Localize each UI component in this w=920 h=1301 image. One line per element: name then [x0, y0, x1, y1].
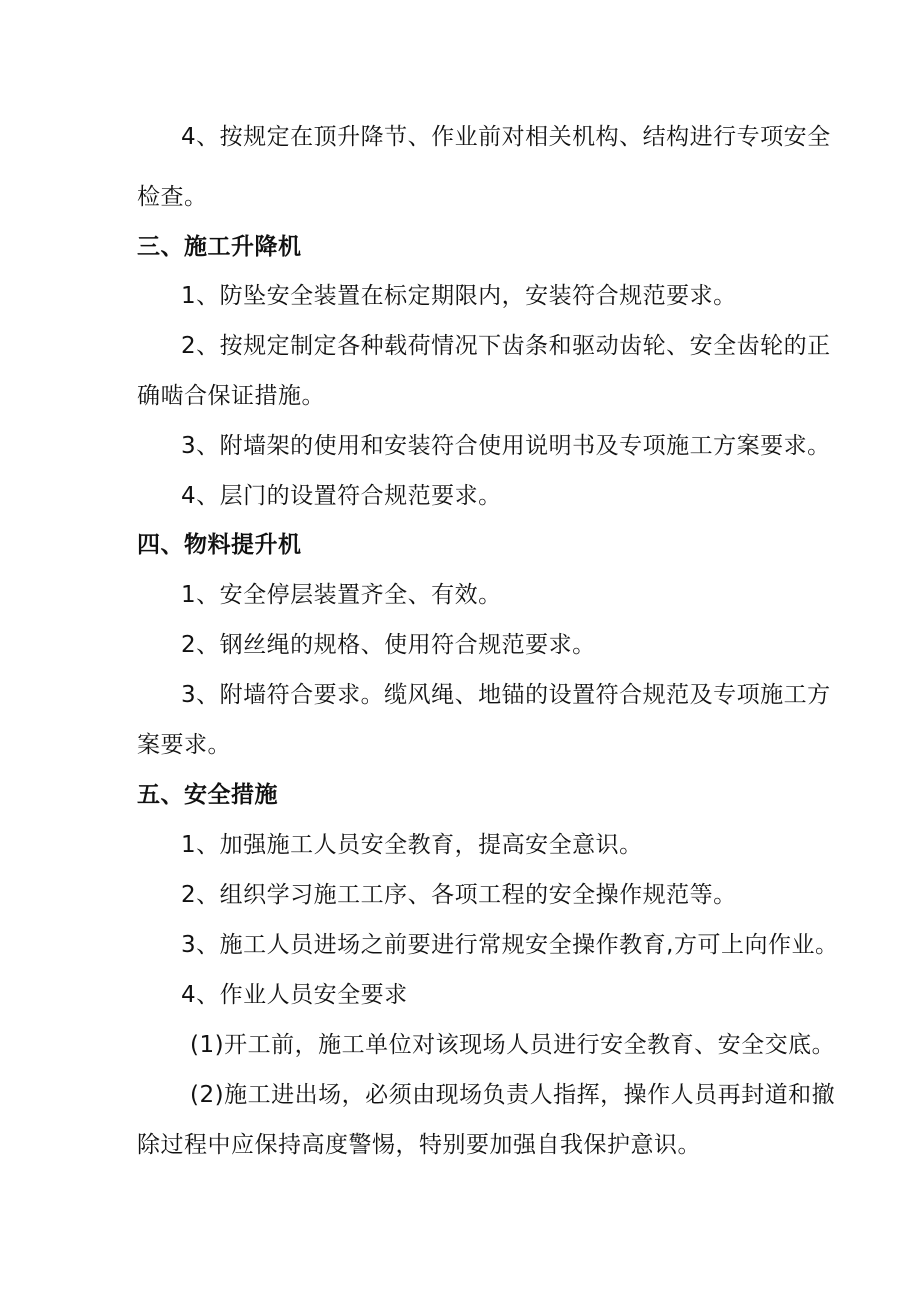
paragraph-line: 1、防坠安全装置在标定期限内，安装符合规范要求。 — [181, 283, 737, 309]
paragraph-line: 检查。 — [137, 184, 208, 210]
paragraph-line: 1、加强施工人员安全教育，提高安全意识。 — [181, 832, 643, 858]
paragraph-line: (1)开工前，施工单位对该现场人员进行安全教育、安全交底。 — [190, 1032, 836, 1058]
section-heading: 五、安全措施 — [137, 782, 278, 808]
paragraph-line: 3、施工人员进场之前要进行常规安全操作教育,方可上向作业。 — [181, 932, 839, 958]
paragraph-line: 4、按规定在顶升降节、作业前对相关机构、结构进行专项安全 — [181, 124, 831, 150]
paragraph-line: 4、作业人员安全要求 — [181, 982, 408, 1008]
paragraph-line: 3、附墙符合要求。缆风绳、地锚的设置符合规范及专项施工方 — [181, 682, 831, 708]
paragraph-line: (2)施工进出场，必须由现场负责人指挥，操作人员再封道和撤 — [190, 1082, 836, 1108]
paragraph-line: 除过程中应保持高度警惕，特别要加强自我保护意识。 — [137, 1132, 701, 1158]
paragraph-line: 2、按规定制定各种载荷情况下齿条和驱动齿轮、安全齿轮的正 — [181, 333, 831, 359]
paragraph-line: 1、安全停层装置齐全、有效。 — [181, 582, 502, 608]
paragraph-line: 确啮合保证措施。 — [137, 383, 325, 409]
paragraph-line: 案要求。 — [137, 732, 231, 758]
paragraph-line: 4、层门的设置符合规范要求。 — [181, 483, 502, 509]
section-heading: 三、施工升降机 — [137, 234, 302, 260]
paragraph-line: 2、组织学习施工工序、各项工程的安全操作规范等。 — [181, 882, 737, 908]
section-heading: 四、物料提升机 — [137, 532, 302, 558]
paragraph-line: 3、附墙架的使用和安装符合使用说明书及专项施工方案要求。 — [181, 433, 831, 459]
paragraph-line: 2、钢丝绳的规格、使用符合规范要求。 — [181, 632, 596, 658]
